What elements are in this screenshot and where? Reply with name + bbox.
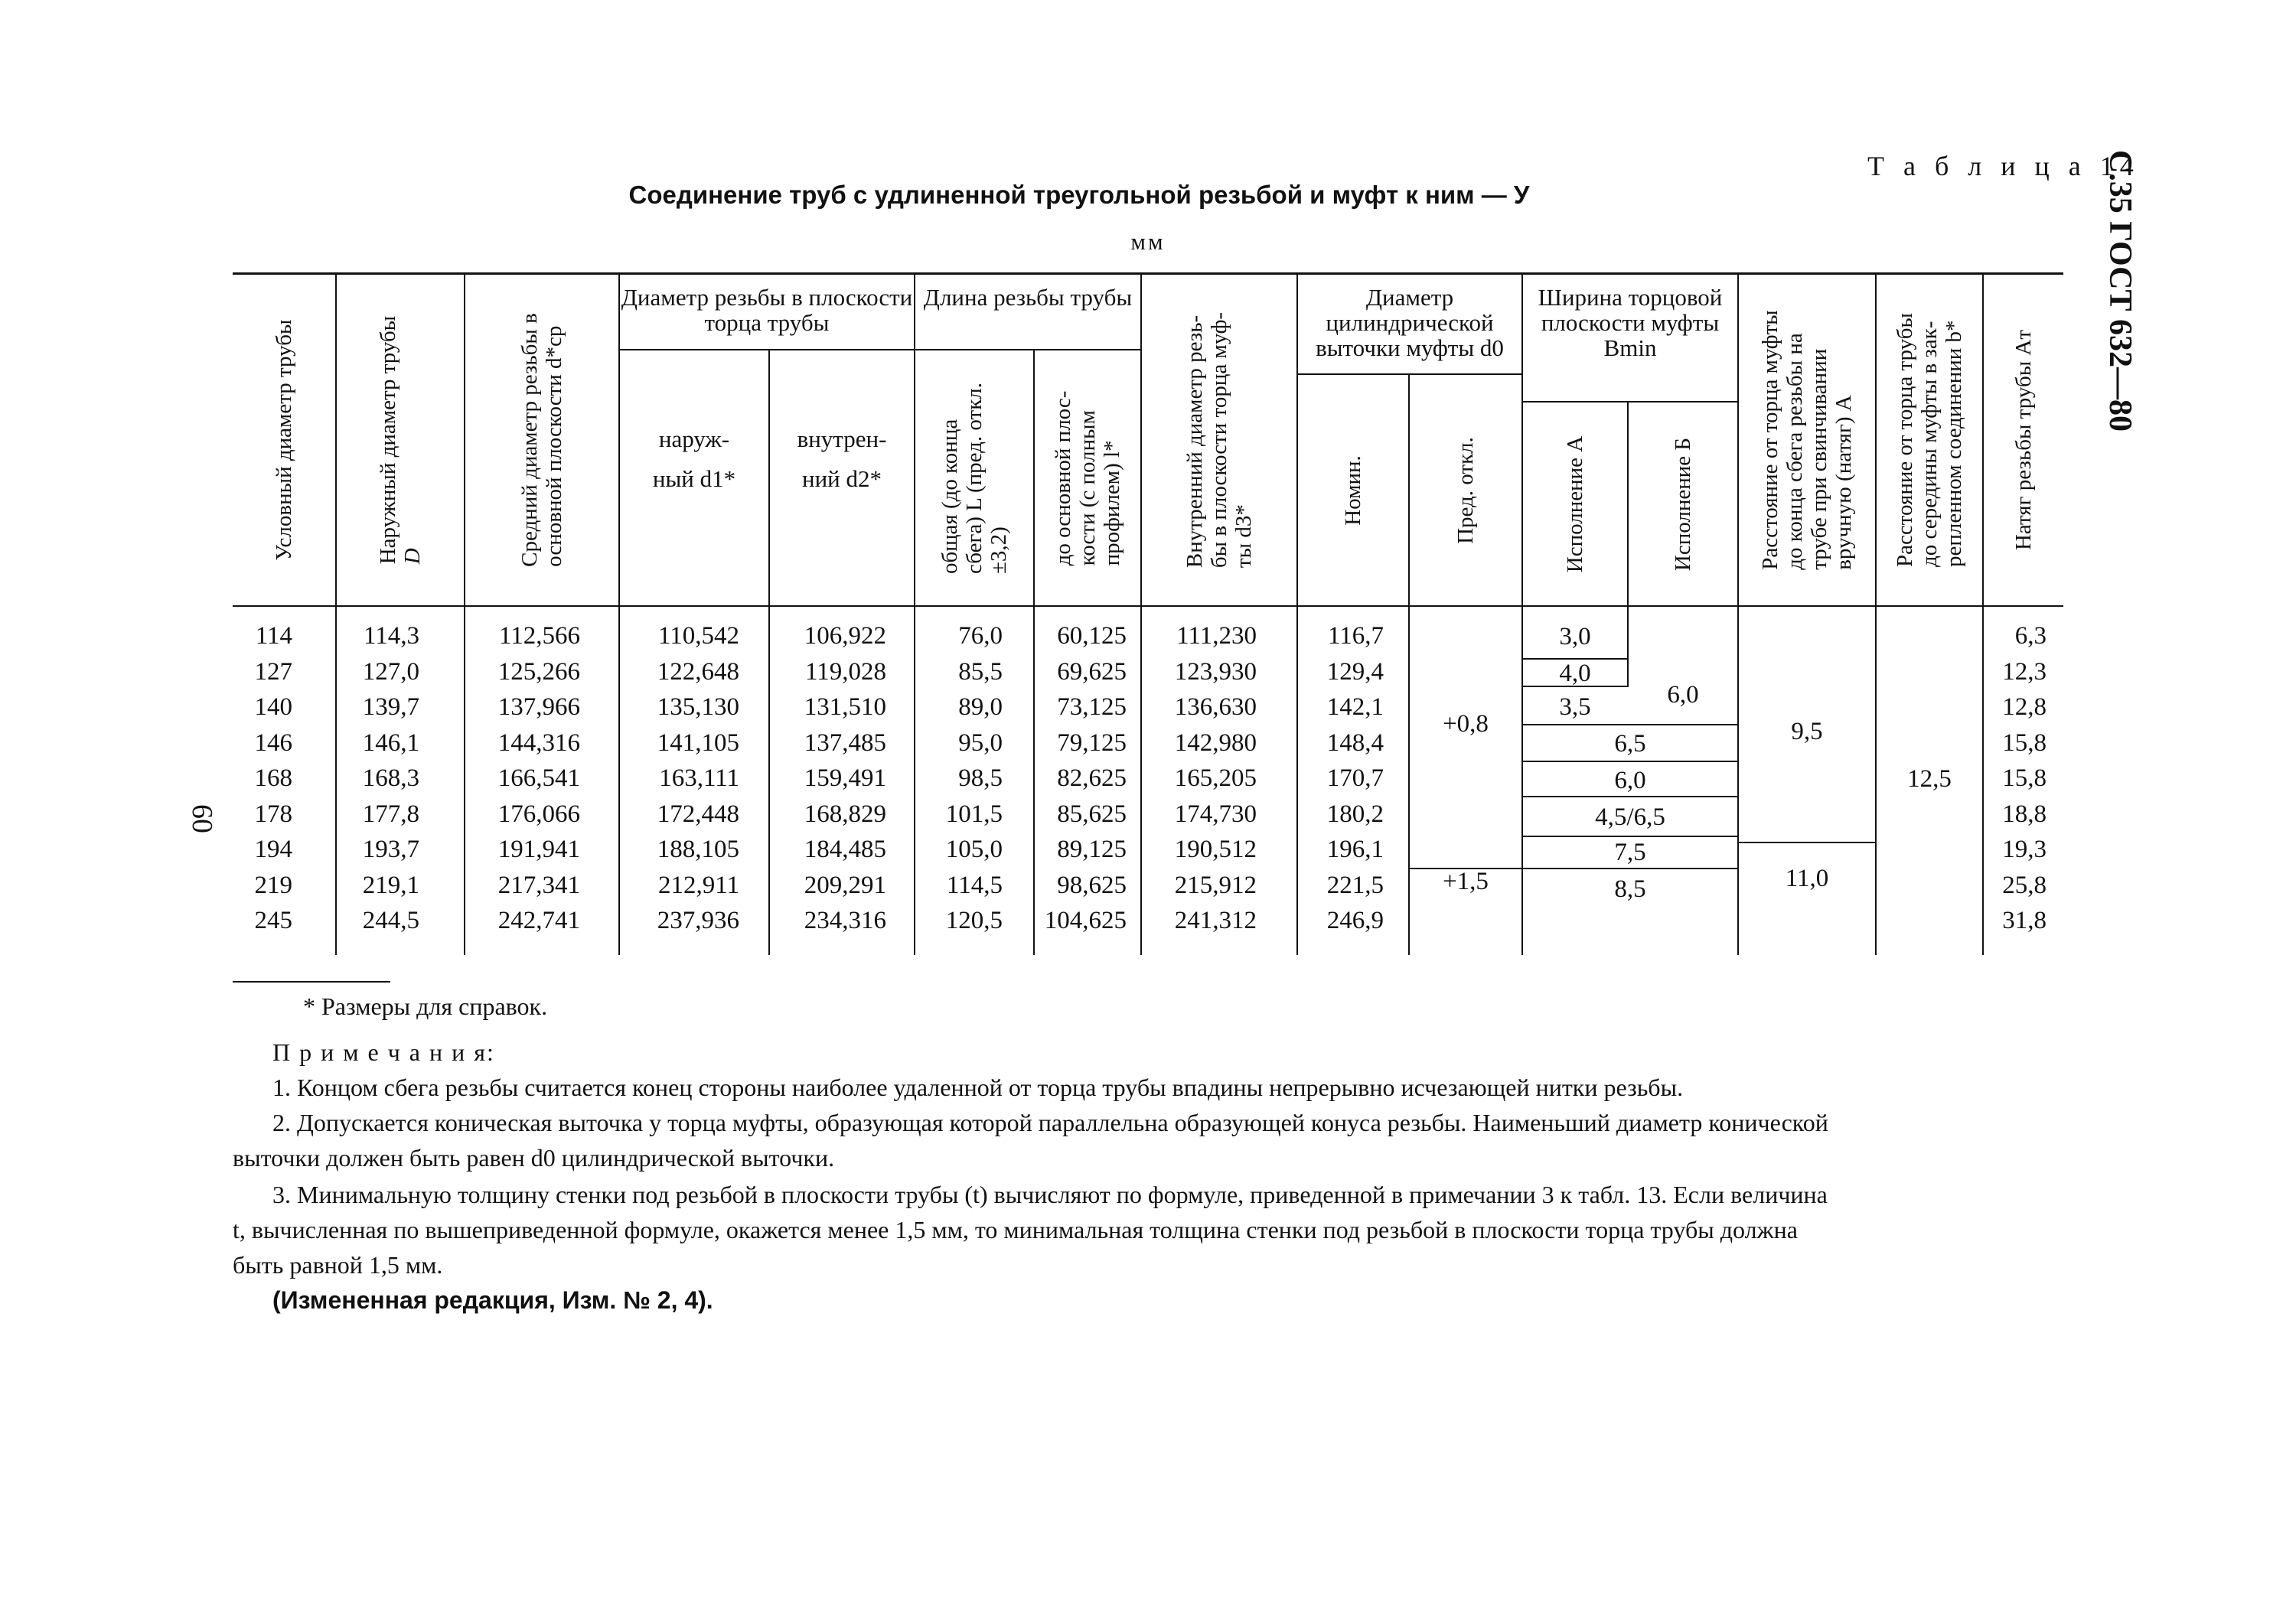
- cell-d3: 174,730: [1174, 800, 1257, 828]
- cell-dcp: 144,316: [497, 728, 580, 757]
- face-width-ab: 6,5: [1614, 730, 1646, 758]
- cell-D: 139,7: [362, 693, 419, 721]
- header-d1: наруж- ный d1*: [652, 425, 736, 492]
- cell-d2: 168,829: [804, 800, 886, 828]
- page-number: 60: [186, 804, 218, 833]
- cell-d1: 237,936: [657, 907, 739, 934]
- cell-L: 98,5: [958, 764, 1003, 792]
- cell-d3: 190,512: [1174, 836, 1257, 863]
- cell-d1: 212,911: [657, 871, 739, 899]
- cell-interference: 15,8: [2002, 728, 2047, 757]
- header-total-length: общая (до конца сбега) L (пред. откл. ±3,2): [938, 382, 1011, 575]
- cell-D: 114,3: [363, 622, 419, 650]
- cell-l: 82,625: [1057, 764, 1127, 792]
- b-line: [1521, 761, 1737, 762]
- cell-d0: 129,4: [1326, 657, 1384, 686]
- footnote-rule: [233, 981, 390, 983]
- cell-L: 101,5: [945, 800, 1003, 828]
- table-top-rule: [233, 272, 2063, 275]
- cell-interference: 6,3: [2014, 622, 2047, 650]
- side-standard-code: С.35 ГОСТ 632—80: [2102, 149, 2138, 432]
- cell-d0: 180,2: [1326, 800, 1384, 828]
- header-distance-a: Расстояние от торца муфты до конца сбега резьбы на трубе при свинчивании вручную (натяг) A: [1758, 310, 1856, 570]
- header-d0-nominal: Номин.: [1341, 455, 1365, 526]
- cell-L: 85,5: [958, 657, 1003, 686]
- cell-L: 105,0: [945, 836, 1003, 863]
- cell-d2: 209,291: [804, 871, 886, 899]
- cell-D: 127,0: [362, 657, 419, 686]
- cell-nominal: 140: [254, 693, 292, 721]
- header-group-thread-length: Длина резьбы трубы: [923, 284, 1133, 311]
- cell-nominal: 194: [254, 836, 292, 863]
- face-width-a: 4,0: [1559, 660, 1591, 687]
- note-2a: 2. Допускается коническая выточка у торца муфты, образующая которой параллельна образующей конуса резьбы. Наименьший диаметр конической: [272, 1109, 1828, 1136]
- cell-d1: 110,542: [657, 622, 739, 650]
- header-d0-tolerance: Пред. откл.: [1453, 437, 1478, 544]
- cell-d3: 215,912: [1174, 871, 1257, 899]
- cell-nominal: 168: [254, 764, 292, 792]
- cell-d1: 122,648: [657, 657, 739, 686]
- cell-d3: 123,930: [1174, 657, 1257, 686]
- cell-nominal: 219: [254, 871, 292, 899]
- cell-nominal: 114: [255, 622, 292, 650]
- cell-d0: 221,5: [1326, 871, 1384, 899]
- tolerance-value: +1,5: [1443, 868, 1489, 895]
- cell-interference: 12,3: [2002, 657, 2047, 686]
- cell-l: 60,125: [1057, 622, 1127, 650]
- header-version-a: Исполнение А: [1563, 435, 1587, 573]
- cell-l: 79,125: [1057, 728, 1127, 757]
- cell-d1: 172,448: [657, 800, 739, 828]
- note-2b: выточки должен быть равен d0 цилиндрической выточки.: [233, 1144, 835, 1172]
- cell-interference: 15,8: [2002, 764, 2047, 792]
- cell-d1: 135,130: [657, 693, 739, 721]
- face-width-ab: 7,5: [1614, 839, 1646, 866]
- cell-nominal: 127: [254, 657, 292, 686]
- cell-nominal: 178: [254, 800, 292, 828]
- cell-L: 120,5: [945, 907, 1003, 934]
- b-line: [1521, 836, 1737, 837]
- cell-L: 95,0: [958, 728, 1003, 757]
- cell-d0: 246,9: [1326, 907, 1384, 934]
- header-group-thread-diameter: Диаметр резьбы в плоскости торца трубы: [621, 284, 913, 336]
- cell-d3: 136,630: [1174, 693, 1257, 721]
- cell-nominal: 245: [254, 907, 292, 934]
- b-line: [1521, 724, 1737, 725]
- cell-d3: 111,230: [1176, 622, 1257, 650]
- header-inner-diameter-d3: Внутренний диаметр резь- бы в плоскости торца муф- ты d3*: [1182, 311, 1256, 569]
- cell-d2: 184,485: [804, 836, 886, 863]
- distance-b-value: 12,5: [1907, 765, 1952, 793]
- cell-dcp: 217,341: [497, 871, 580, 899]
- face-width-b: 6,0: [1667, 681, 1699, 709]
- notes-heading: П р и м е ч а н и я:: [272, 1038, 495, 1066]
- cell-D: 244,5: [362, 907, 419, 934]
- b-line: [1521, 796, 1737, 797]
- cell-d0: 142,1: [1326, 693, 1384, 721]
- cell-d2: 234,316: [804, 907, 886, 934]
- cell-dcp: 125,266: [497, 657, 580, 686]
- header-thread-interference: Натяг резьбы трубы Aт: [2011, 329, 2036, 551]
- cell-D: 219,1: [362, 871, 419, 899]
- cell-l: 98,625: [1057, 871, 1127, 899]
- cell-interference: 18,8: [2002, 800, 2047, 828]
- cell-d3: 165,205: [1174, 764, 1257, 792]
- header-nominal-diameter: Условный диаметр трубы: [272, 319, 296, 561]
- cell-d0: 148,4: [1326, 728, 1384, 757]
- note-3b: t, вычисленная по вышеприведенной формуле, окажется менее 1,5 мм, то минимальная толщина стенки под резьбой в плоскости торца трубы должна: [233, 1216, 1798, 1243]
- header-d2: внутрен- ний d2*: [797, 425, 887, 492]
- cell-d1: 188,105: [657, 836, 739, 863]
- cell-D: 146,1: [362, 728, 419, 757]
- face-width-ab: 8,5: [1614, 875, 1646, 903]
- cell-L: 76,0: [958, 622, 1003, 650]
- header-outer-diameter: Наружный диаметр трубы D: [376, 315, 425, 565]
- cell-d2: 131,510: [804, 693, 886, 721]
- cell-l: 85,625: [1057, 800, 1127, 828]
- revision-note: (Измененная редакция, Изм. № 2, 4).: [272, 1286, 713, 1314]
- cell-interference: 19,3: [2002, 836, 2047, 863]
- cell-interference: 31,8: [2002, 907, 2047, 934]
- cell-l: 69,625: [1057, 657, 1127, 686]
- distance-a-value: 11,0: [1785, 865, 1829, 892]
- footnote: * Размеры для справок.: [303, 992, 548, 1020]
- header-group-bore-diameter: Диаметр цилиндрической выточки муфты d0: [1316, 284, 1504, 361]
- note-3c: быть равной 1,5 мм.: [233, 1251, 443, 1279]
- distance-a-value: 9,5: [1791, 718, 1823, 745]
- cell-d2: 159,491: [804, 764, 886, 792]
- cell-d2: 106,922: [804, 622, 886, 650]
- cell-d2: 137,485: [804, 728, 886, 757]
- cell-dcp: 191,941: [497, 836, 580, 863]
- cell-L: 114,5: [946, 871, 1003, 899]
- cell-dcp: 112,566: [498, 622, 580, 650]
- cell-d3: 142,980: [1174, 728, 1257, 757]
- cell-l: 73,125: [1057, 693, 1127, 721]
- face-width-ab: 4,5/6,5: [1595, 803, 1665, 831]
- tolerance-value: +0,8: [1443, 710, 1489, 738]
- cell-l: 89,125: [1057, 836, 1127, 863]
- header-group-face-width: Ширина торцовой плоскости муфты Bmin: [1538, 284, 1723, 361]
- header-basic-plane-length: до основной плос- кости (с полным профилем) l*: [1051, 390, 1124, 566]
- unit-label: мм: [1130, 228, 1166, 255]
- cell-L: 89,0: [958, 693, 1003, 721]
- header-pitch-diameter: Средний диаметр резьбы в основной плоскости d*ср: [517, 313, 566, 567]
- header-bottom-rule: [233, 605, 2063, 607]
- cell-D: 177,8: [362, 800, 419, 828]
- cell-interference: 12,8: [2002, 693, 2047, 721]
- cell-d2: 119,028: [804, 657, 886, 686]
- face-width-a: 3,0: [1559, 623, 1591, 650]
- b-line: [1521, 868, 1737, 869]
- header-distance-b: Расстояние от торца трубы до середины муфты в зак- репленном соединении b*: [1893, 313, 1966, 567]
- cell-d1: 141,105: [657, 728, 739, 757]
- header-version-b: Исполнение Б: [1671, 437, 1695, 572]
- cell-d0: 196,1: [1326, 836, 1384, 863]
- note-1: 1. Концом сбега резьбы считается конец стороны наиболее удаленной от торца трубы впадины непрерывно исчезающей нитки резьбы.: [272, 1074, 1684, 1101]
- cell-D: 193,7: [362, 836, 419, 863]
- cell-d1: 163,111: [659, 764, 739, 792]
- a-line: [1737, 842, 1875, 843]
- cell-dcp: 242,741: [497, 907, 580, 934]
- cell-l: 104,625: [1044, 907, 1127, 934]
- cell-d0: 170,7: [1326, 764, 1384, 792]
- cell-D: 168,3: [362, 764, 419, 792]
- note-3a: 3. Минимальную толщину стенки под резьбой в плоскости трубы (t) вычисляют по формуле, приведенной в примечании 3 к табл. 13. Если величина: [272, 1181, 1828, 1208]
- face-width-a: 3,5: [1559, 693, 1591, 721]
- cell-d3: 241,312: [1174, 907, 1257, 934]
- table-number: Т а б л и ц а 14: [1867, 151, 2140, 181]
- face-width-ab: 6,0: [1614, 767, 1646, 794]
- sub-rule: [1521, 401, 1737, 402]
- cell-dcp: 137,966: [497, 693, 580, 721]
- cell-dcp: 176,066: [497, 800, 580, 828]
- sub-rule: [618, 349, 1140, 350]
- table-title: Соединение труб с удлиненной треугольной резьбой и муфт к ним — У: [628, 181, 1530, 209]
- cell-nominal: 146: [254, 728, 292, 757]
- cell-interference: 25,8: [2002, 871, 2047, 899]
- cell-dcp: 166,541: [497, 764, 580, 792]
- cell-d0: 116,7: [1327, 622, 1384, 650]
